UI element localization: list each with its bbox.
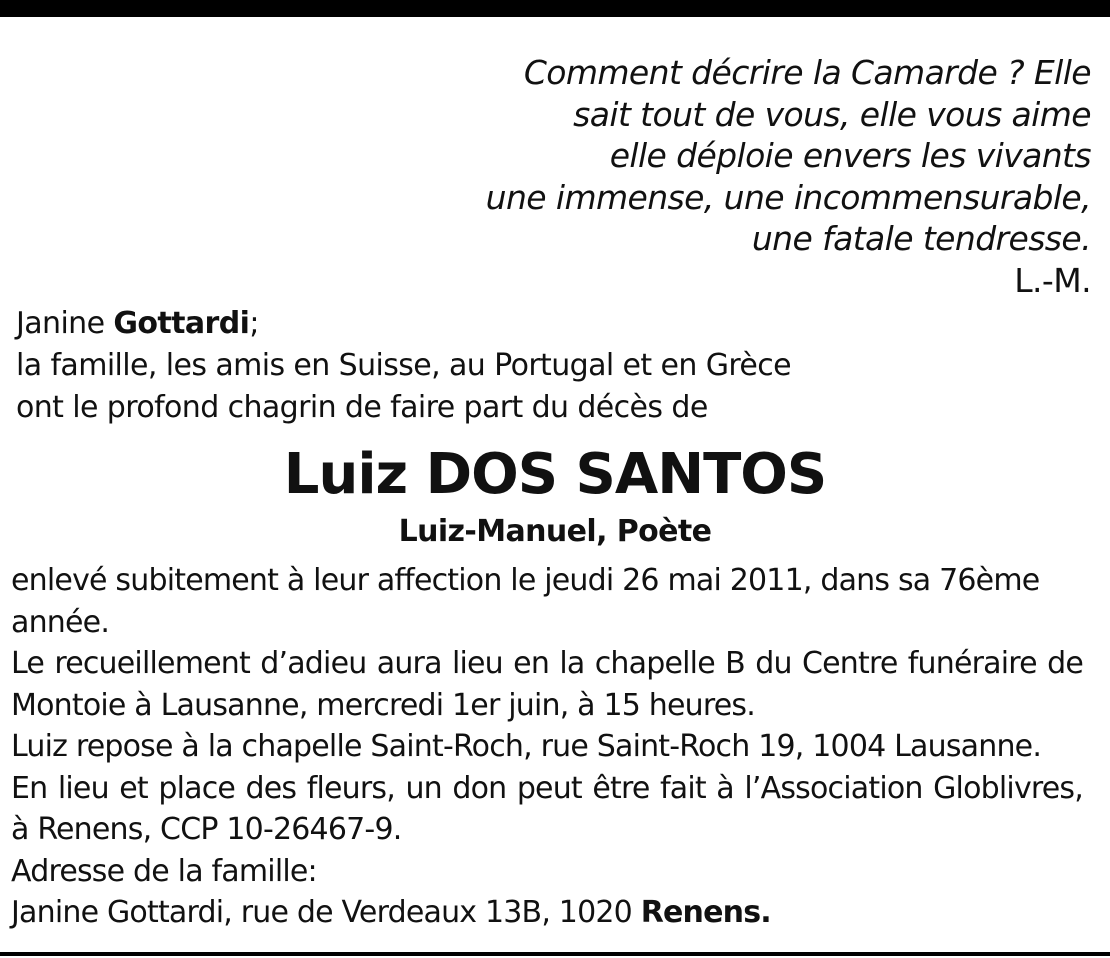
deceased-name-block bbox=[0, 438, 1110, 552]
obituary-body bbox=[11, 560, 1083, 934]
intro-family-line: la famille, les amis en Suisse, au Portugal et en Grèce bbox=[16, 348, 792, 383]
donation-paragraph: En lieu et place des fleurs, un don peut être fait à l’Association Globlivres, à Renens, CCP 10-26467-9. bbox=[11, 770, 1083, 847]
epigraph-signature: L.-M. bbox=[1014, 260, 1091, 300]
address-city: Renens. bbox=[640, 895, 771, 930]
intro-announcement-line: ont le profond chagrin de faire part du décès de bbox=[16, 390, 708, 425]
mourner-punct: ; bbox=[249, 306, 259, 341]
death-notice-paragraph: enlevé subitement à leur affection le jeudi 26 mai 2011, dans sa 76ème année. bbox=[11, 563, 1040, 640]
epigraph-quote bbox=[451, 52, 1091, 301]
epigraph-line: une immense, une incommensurable, bbox=[485, 177, 1091, 217]
epigraph-line: une fatale tendresse. bbox=[751, 219, 1091, 258]
epigraph-line: Comment décrire la Camarde ? Elle bbox=[523, 53, 1091, 92]
family-address bbox=[11, 892, 1083, 934]
epigraph-line: elle déploie envers les vivants bbox=[609, 136, 1091, 175]
address-text: Janine Gottardi, rue de Verdeaux 13B, 1020 bbox=[11, 895, 641, 930]
announcement-intro bbox=[16, 303, 916, 429]
rest-location-paragraph: Luiz repose à la chapelle Saint-Roch, rue Saint-Roch 19, 1004 Lausanne. bbox=[11, 729, 1042, 764]
intro-mourner-line bbox=[16, 303, 916, 345]
deceased-subtitle: Luiz-Manuel, Poète bbox=[398, 514, 712, 549]
epigraph-line: sait tout de vous, elle vous aime bbox=[573, 94, 1091, 134]
mourner-first-name: Janine bbox=[16, 306, 114, 341]
address-label: Adresse de la famille: bbox=[11, 853, 317, 889]
bottom-rule bbox=[0, 952, 1110, 956]
deceased-name: Luiz DOS SANTOS bbox=[283, 442, 827, 507]
top-rule bbox=[0, 0, 1110, 17]
ceremony-paragraph: Le recueillement d’adieu aura lieu en la chapelle B du Centre funéraire de Montoie à Lausanne, mercredi 1er juin, à 15 heures. bbox=[11, 646, 1083, 723]
mourner-surname: Gottardi bbox=[113, 306, 250, 341]
